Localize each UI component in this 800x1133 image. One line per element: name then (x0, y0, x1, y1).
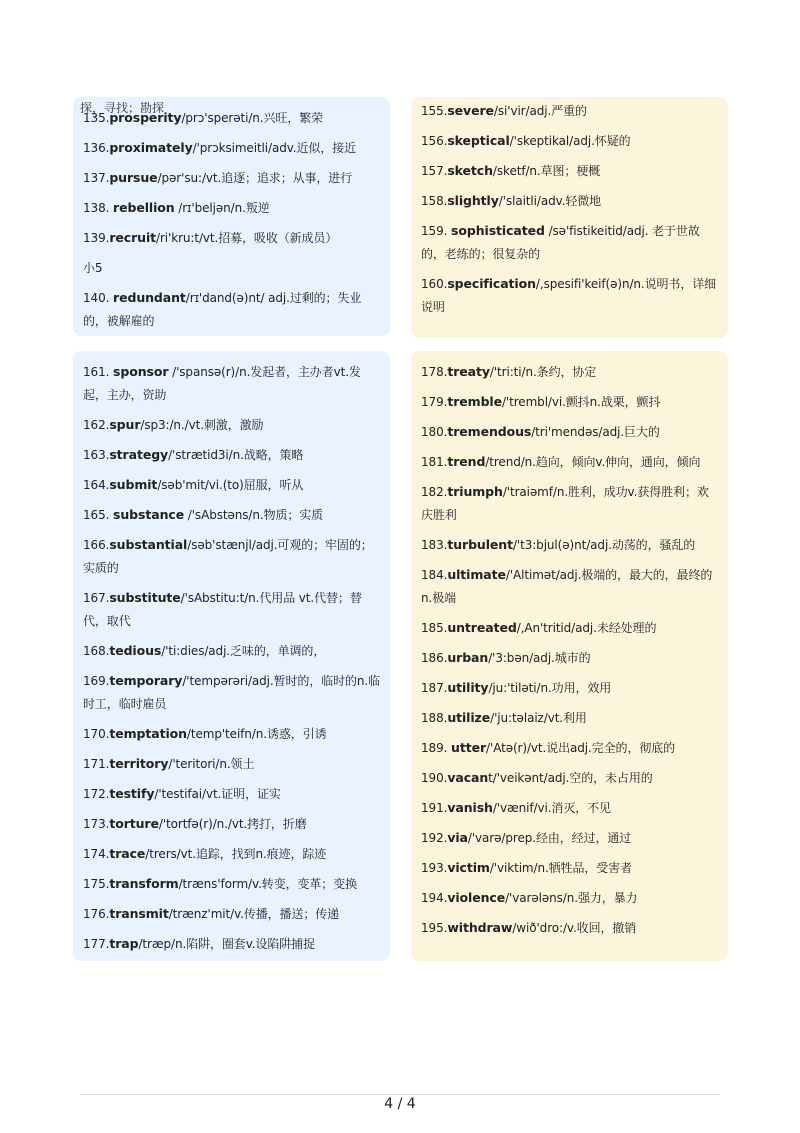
vocab-entry (421, 219, 720, 266)
entry-number: 166. (83, 538, 110, 552)
entry-word: skeptical (447, 133, 510, 148)
entry-definition: /'trembl/vi.颤抖n.战栗，颤抖 (501, 395, 661, 409)
entry-definition: /trend/n.趋向，倾向v.伸向，通向，倾向 (485, 455, 701, 469)
page-number: 4 / 4 (384, 1096, 416, 1112)
entry-number: 184. (421, 568, 448, 582)
entry-definition: /'Atə(r)/vt.说出adj.完全的，彻底的 (486, 741, 676, 755)
entry-definition: /'testifai/vt.证明，证实 (154, 787, 281, 801)
entry-number: 188. (421, 711, 448, 725)
entry-word: victim (447, 860, 490, 875)
entry-word: temporary (109, 673, 183, 688)
entry-word: trap (109, 936, 139, 951)
vocab-entry (83, 932, 382, 956)
entry-number: 186. (421, 651, 448, 665)
entry-definition: /'strætid3i/n.战略，策略 (168, 448, 304, 462)
entry-number: 195. (421, 921, 448, 935)
entry-number: 174. (83, 847, 110, 861)
vocab-entry (421, 856, 720, 880)
entry-definition: t/'veikənt/adj.空的，未占用的 (488, 771, 653, 785)
entry-number: 191. (421, 801, 448, 815)
entry-word: urban (447, 650, 489, 665)
vocab-entry (83, 226, 382, 250)
entry-number: 183. (421, 538, 448, 552)
entry-number: 161. (83, 365, 114, 379)
entry-number: 167. (83, 591, 110, 605)
entry-definition: /'tri:ti/n.条约，协定 (489, 365, 597, 379)
entry-number: 137. (83, 171, 110, 185)
entry-number: 194. (421, 891, 448, 905)
entry-word: severe (447, 103, 494, 118)
vocab-entry (421, 480, 720, 527)
entry-number: 182. (421, 485, 448, 499)
entry-word: vanish (447, 800, 493, 815)
entry-definition: /'sAbstəns/n.物质；实质 (184, 508, 324, 522)
vocab-entry (421, 450, 720, 474)
entry-word: sponsor (113, 364, 169, 379)
vocab-card-4 (411, 351, 728, 961)
vocab-entry (83, 413, 382, 437)
entry-number: 192. (421, 831, 448, 845)
entry-definition: /'varə/prep.经由，经过，通过 (467, 831, 632, 845)
vocab-entry (421, 616, 720, 640)
entry-number: 181. (421, 455, 448, 469)
entry-number: 193. (421, 861, 448, 875)
entry-word: sophisticated (451, 223, 545, 238)
vocab-entry (421, 706, 720, 730)
vocab-entry (83, 782, 382, 806)
entry-word: trend (447, 454, 486, 469)
entry-definition: 小5 (83, 261, 103, 275)
entry-word: proximately (109, 140, 193, 155)
entry-number: 155. (421, 104, 448, 118)
entry-number: 171. (83, 757, 110, 771)
vocab-entry (83, 812, 382, 836)
entry-word: substantial (109, 537, 188, 552)
vocab-entry (421, 390, 720, 414)
entry-number: 140. (83, 291, 114, 305)
entry-word: recruit (109, 230, 157, 245)
entry-number: 177. (83, 937, 110, 951)
entry-number: 139. (83, 231, 110, 245)
entry-definition: /wið'dro:/v.收回，撤销 (512, 921, 637, 935)
entry-definition: /si'vir/adj.严重的 (493, 104, 587, 118)
vocab-entry (83, 443, 382, 467)
entry-word: withdraw (447, 920, 513, 935)
entry-word: untreated (447, 620, 517, 635)
vocab-entry (421, 99, 720, 123)
entry-definition: /səb'mit/vi.(to)屈服，听从 (157, 478, 304, 492)
entry-number: 189. (421, 741, 452, 755)
vocab-entry (83, 872, 382, 896)
entry-number: 178. (421, 365, 448, 379)
entry-definition: /'Altimət/adj.极端的，最大的，最终的n.极端 (421, 568, 713, 605)
entry-definition: /ju:'tiləti/n.功用，效用 (488, 681, 612, 695)
vocab-entry (421, 826, 720, 850)
entry-definition: /'ti:dies/adj.乏味的，单调的， (161, 644, 326, 658)
entry-number: 170. (83, 727, 110, 741)
vocab-entry (421, 420, 720, 444)
entry-number: 157. (421, 164, 448, 178)
vocab-entry (83, 842, 382, 866)
entry-definition: /'tempərəri/adj.暂时的，临时的n.临时工，临时雇员 (83, 674, 381, 711)
entry-word: substitute (109, 590, 181, 605)
entry-definition: /'3:bən/adj.城市的 (488, 651, 591, 665)
entry-number: 190. (421, 771, 448, 785)
entry-definition: /,An'tritid/adj.未经处理的 (516, 621, 657, 635)
entry-definition: /'prɔksimeitli/adv.近似，接近 (192, 141, 357, 155)
entry-definition: /'ju:təlaiz/vt.利用 (490, 711, 587, 725)
vocab-entry (83, 196, 382, 220)
entry-word: trace (109, 846, 146, 861)
entry-definition: /trænz'mit/v.传播，播送；传递 (168, 907, 340, 921)
entry-word: vacan (447, 770, 489, 785)
entry-word: territory (109, 756, 169, 771)
entry-number: 138. (83, 201, 114, 215)
entry-number: 158. (421, 194, 448, 208)
vocab-card-2 (411, 97, 728, 338)
vocab-entry (83, 136, 382, 160)
entry-word: torture (109, 816, 159, 831)
entry-word: triumph (447, 484, 503, 499)
entry-word: prosperity (109, 110, 182, 125)
vocab-entry (83, 722, 382, 746)
entry-definition: /səb'stænjl/adj.可观的；牢固的；实质的 (83, 538, 373, 575)
entry-definition: /'vænif/vi.消灭，不见 (492, 801, 611, 815)
entry-word: spur (109, 417, 141, 432)
entry-definition: /'spansə(r)/n.发起者，主办者vt.发起，主办，资助 (83, 365, 361, 402)
vocab-entry (421, 272, 720, 319)
entry-word: utter (451, 740, 487, 755)
vocab-entry (421, 129, 720, 153)
vocab-entry (83, 166, 382, 190)
entry-number: 175. (83, 877, 110, 891)
entry-word: utilize (447, 710, 491, 725)
entry-word: substance (113, 507, 185, 522)
entry-number: 156. (421, 134, 448, 148)
entry-word: strategy (109, 447, 169, 462)
entry-definition: /rɪ'beljən/n.叛逆 (174, 201, 270, 215)
entry-number: 169. (83, 674, 110, 688)
entry-definition: /sketf/n.草图；梗概 (492, 164, 601, 178)
entry-number: 159. (421, 224, 452, 238)
vocab-entry (421, 563, 720, 610)
entry-number: 163. (83, 448, 110, 462)
entry-number: 179. (421, 395, 448, 409)
entry-definition: /'viktim/n.牺牲品，受害者 (489, 861, 632, 875)
entry-word: violence (447, 890, 506, 905)
entry-word: submit (109, 477, 158, 492)
entry-word: turbulent (447, 537, 513, 552)
entry-definition: /træns'form/v.转变，变革；变换 (178, 877, 357, 891)
footer-divider (80, 1094, 720, 1095)
entry-number: 162. (83, 418, 110, 432)
entry-word: via (447, 830, 468, 845)
entry-definition: /sp3:/n./vt.刺激，激励 (140, 418, 264, 432)
entry-number: 165. (83, 508, 114, 522)
entry-word: specification (447, 276, 536, 291)
vocab-card-3 (73, 351, 390, 961)
entry-number: 176. (83, 907, 110, 921)
entry-definition: /'traiəmf/n.胜利，成功v.获得胜利；欢庆胜利 (421, 485, 709, 522)
vocab-entry (421, 886, 720, 910)
vocab-entry (83, 286, 382, 333)
vocab-entry (83, 533, 382, 580)
entry-word: tremendous (447, 424, 532, 439)
entry-definition: /'t3:bjul(ə)nt/adj.动荡的，骚乱的 (512, 538, 696, 552)
entry-number: 164. (83, 478, 110, 492)
entry-word: slightly (447, 193, 499, 208)
entry-definition: /'varələns/n.强力，暴力 (505, 891, 638, 905)
entry-definition: /'tortfə(r)/n./vt.拷打，折磨 (158, 817, 307, 831)
entry-definition: /'skeptikal/adj.怀疑的 (509, 134, 631, 148)
entry-definition: /rɪ'dand(ə)nt/ adj.过剩的；失业的，被解雇的 (83, 291, 362, 328)
vocab-entry (83, 902, 382, 926)
entry-number: 172. (83, 787, 110, 801)
entry-number: 168. (83, 644, 110, 658)
entry-word: ultimate (447, 567, 506, 582)
entry-definition: /'teritori/n.领土 (168, 757, 255, 771)
entry-word: rebellion (113, 200, 175, 215)
vocab-entry (83, 360, 382, 407)
entry-word: redundant (113, 290, 186, 305)
vocab-entry (83, 752, 382, 776)
entry-word: utility (447, 680, 489, 695)
entry-number: 136. (83, 141, 110, 155)
entry-word: transform (109, 876, 179, 891)
vocab-entry (421, 676, 720, 700)
vocab-entry (421, 736, 720, 760)
vocab-entry (421, 360, 720, 384)
entry-definition: /træp/n.陷阱，圈套v.设陷阱捕捉 (138, 937, 315, 951)
vocab-entry (421, 533, 720, 557)
vocab-entry (83, 586, 382, 633)
vocab-entry (421, 159, 720, 183)
vocab-entry (421, 916, 720, 940)
entry-number: 180. (421, 425, 448, 439)
vocab-entry (83, 639, 382, 663)
vocab-entry (421, 189, 720, 213)
vocab-entry (421, 796, 720, 820)
entry-definition: /tri'mendəs/adj.巨大的 (531, 425, 660, 439)
entry-number: 135. (83, 111, 110, 125)
entry-word: testify (109, 786, 155, 801)
entry-definition: /ri'kru:t/vt.招募，吸收（新成员） (156, 231, 338, 245)
entry-word: pursue (109, 170, 158, 185)
entry-definition: /'sAbstitu:t/n.代用品 vt.代替；替代，取代 (83, 591, 362, 628)
entry-number: 173. (83, 817, 110, 831)
entry-word: transmit (109, 906, 169, 921)
vocab-entry (83, 473, 382, 497)
entry-word: tremble (447, 394, 502, 409)
entry-definition: /,spesifi'keif(ə)n/n.说明书，详细说明 (421, 277, 717, 314)
entry-word: temptation (109, 726, 187, 741)
entry-definition: /trers/vt.追踪，找到n.痕迹，踪迹 (145, 847, 327, 861)
entry-number: 160. (421, 277, 448, 291)
overlap-text: 探，寻找；勘探 (80, 101, 165, 115)
vocab-entry (83, 256, 382, 280)
entry-definition: /prɔ'sperəti/n.兴旺，繁荣 (181, 111, 324, 125)
entry-definition: /pər'su:/vt.追逐；追求；从事，进行 (157, 171, 353, 185)
entry-word: tedious (109, 643, 162, 658)
entry-number: 187. (421, 681, 448, 695)
entry-number: 185. (421, 621, 448, 635)
entry-definition: /sə'fistikeitid/adj. 老于世故的，老练的；很复杂的 (421, 224, 700, 261)
vocab-entry (83, 669, 382, 716)
entry-definition: /temp'teifn/n.诱惑，引诱 (186, 727, 327, 741)
vocab-entry (421, 766, 720, 790)
vocab-entry (421, 646, 720, 670)
entry-word: sketch (447, 163, 493, 178)
vocab-entry (83, 503, 382, 527)
vocab-card-1 (73, 97, 390, 336)
entry-word: treaty (447, 364, 490, 379)
entry-definition: /'slaitli/adv.轻微地 (498, 194, 602, 208)
